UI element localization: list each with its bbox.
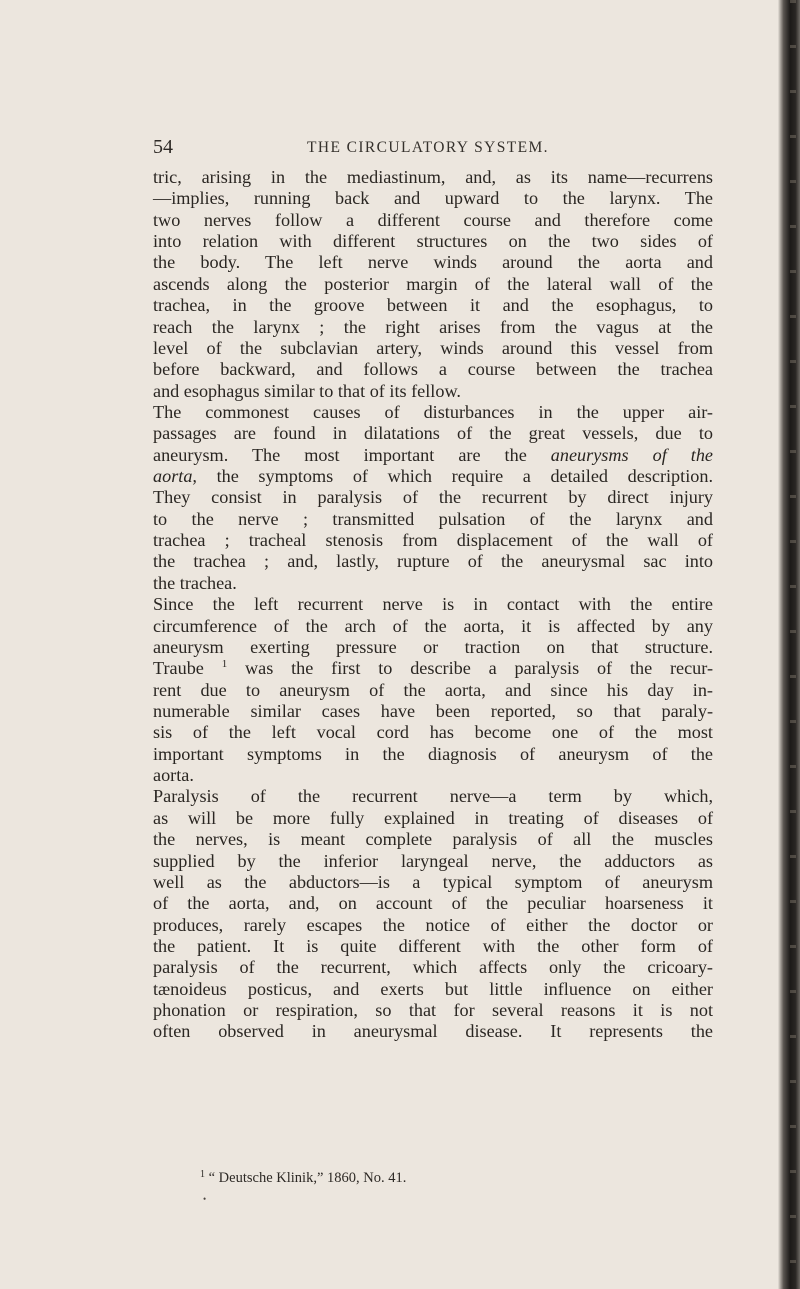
text-line: trachea, in the groove between it and the esophagus, to xyxy=(153,295,713,316)
text-line: the trachea ; and, lastly, rupture of the aneurysmal sac into xyxy=(153,551,713,572)
italic-term: aorta, xyxy=(153,466,197,487)
text-line: into relation with different structures on the two sides of xyxy=(153,231,713,252)
body-text xyxy=(153,167,713,1043)
text-line: and esophagus similar to that of its fellow. xyxy=(153,380,461,401)
text-line: rent due to aneurysm of the aorta, and since his day in- xyxy=(153,679,713,700)
footnote-marker: 1 xyxy=(200,1169,205,1180)
text-line: often observed in aneurysmal disease. It represents the xyxy=(153,1021,713,1042)
text-line: circumference of the arch of the aorta, it is affected by any xyxy=(153,615,713,636)
text-line: numerable similar cases have been reported, so that paraly- xyxy=(153,700,713,721)
page-edge-shadow xyxy=(778,0,800,1289)
footnote xyxy=(200,1170,406,1187)
text-line: the nerves, is meant complete paralysis of all the muscles xyxy=(153,829,713,850)
text-run: the symptoms of which require a detailed description. xyxy=(196,466,713,487)
text-line: The commonest causes of disturbances in the upper air- xyxy=(153,401,713,422)
text-line: Paralysis of the recurrent nerve—a term by which, xyxy=(153,786,713,807)
text-line: the trachea. xyxy=(153,572,237,593)
text-line: to the nerve ; transmitted pulsation of the larynx and xyxy=(153,508,713,529)
text-line: of the aorta, and, on account of the peculiar hoarseness it xyxy=(153,893,713,914)
text-line: two nerves follow a different course and therefore come xyxy=(153,209,713,230)
text-line: produces, rarely escapes the notice of either the doctor or xyxy=(153,914,713,935)
stray-mark: • xyxy=(203,1194,207,1204)
page-number: 54 xyxy=(153,136,173,158)
text-line: phonation or respiration, so that for several reasons it is not xyxy=(153,1000,713,1021)
text-line: trachea ; tracheal stenosis from displacement of the wall of xyxy=(153,530,713,551)
text-line: sis of the left vocal cord has become one of the most xyxy=(153,722,713,743)
text-line: before backward, and follows a course between the trachea xyxy=(153,359,713,380)
text-line: Since the left recurrent nerve is in contact with the entire xyxy=(153,594,713,615)
text-line: passages are found in dilatations of the great vessels, due to xyxy=(153,423,713,444)
text-line: —implies, running back and upward to the larynx. The xyxy=(153,188,713,209)
text-line: as will be more fully explained in treating of diseases of xyxy=(153,807,713,828)
text-line: paralysis of the recurrent, which affects only the cricoary- xyxy=(153,957,713,978)
text-line: reach the larynx ; the right arises from the vagus at the xyxy=(153,316,713,337)
text-run: Traube xyxy=(153,658,222,679)
text-line: aneurysm exerting pressure or traction on that structure. xyxy=(153,636,713,657)
text-line: level of the subclavian artery, winds around this vessel from xyxy=(153,337,713,358)
text-line: important symptoms in the diagnosis of aneurysm of the xyxy=(153,743,713,764)
page-edge-texture xyxy=(790,0,796,1289)
italic-term: aneurysms of the xyxy=(550,444,713,465)
text-line-traube xyxy=(153,658,713,679)
text-line: tænoideus posticus, and exerts but little influence on either xyxy=(153,978,713,999)
text-line: the body. The left nerve winds around the aorta and xyxy=(153,252,713,273)
running-head: THE CIRCULATORY SYSTEM. xyxy=(307,139,549,156)
text-line: They consist in paralysis of the recurrent by direct injury xyxy=(153,487,713,508)
text-line: ascends along the posterior margin of the lateral wall of the xyxy=(153,273,713,294)
text-line: supplied by the inferior laryngeal nerve, the adductors as xyxy=(153,850,713,871)
text-run: was the first to describe a paralysis of the recur- xyxy=(227,658,714,679)
text-line: aorta. xyxy=(153,765,194,786)
text-line: the patient. It is quite different with the other form of xyxy=(153,935,713,956)
text-line: tric, arising in the mediastinum, and, as its name—recurrens xyxy=(153,167,713,187)
text-line-aneurysm xyxy=(153,445,713,466)
text-line: well as the abductors—is a typical symptom of aneurysm xyxy=(153,871,713,892)
footnote-reference: 1 xyxy=(221,658,228,671)
page-header xyxy=(153,136,713,162)
text-line-aorta xyxy=(153,466,713,487)
text-run: aneurysm. The most important are the xyxy=(153,444,551,465)
footnote-text: “ Deutsche Klinik,” 1860, No. 41. xyxy=(205,1170,407,1186)
